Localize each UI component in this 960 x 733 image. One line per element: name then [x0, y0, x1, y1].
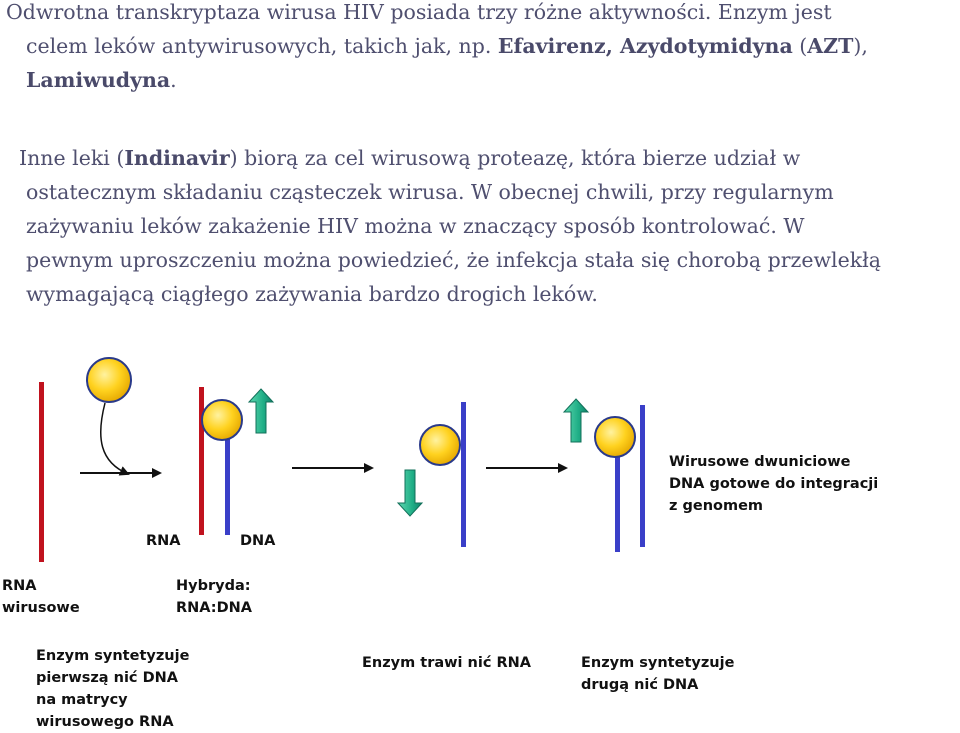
yellow-circle-icon — [595, 417, 635, 457]
label-rna-viral — [2, 575, 80, 619]
stage-dsdna — [564, 399, 645, 552]
enzyme-path-curve — [101, 403, 128, 474]
stage-hybrid — [199, 387, 273, 535]
label-final-dsdna — [669, 451, 878, 517]
label-enzyme1-line-3: na matrycy — [36, 692, 128, 708]
label-rna-viral-line-2: wirusowe — [2, 600, 80, 616]
intro-line-1: Odwrotna transkryptaza wirusa HIV posiada trzy różne aktywności. Enzym jest — [6, 0, 832, 24]
label-final-line-3: z genomem — [669, 498, 764, 514]
dna-strand-3 — [461, 402, 466, 547]
intro-line-2: celem leków antywirusowych, takich jak, np. — [26, 34, 498, 58]
text-post: ) biorą za cel wirusową proteazę, która bierze udział w — [229, 146, 801, 170]
drug-lamiwudyna: Lamiwudyna — [26, 68, 171, 92]
label-final-line-2: DNA gotowe do integracji — [669, 476, 879, 492]
label-hybrid — [176, 575, 252, 619]
label-enzyme-second-strand — [581, 652, 734, 696]
yellow-circle-icon — [420, 425, 460, 465]
yellow-circle-icon — [87, 358, 131, 402]
drug-indinavir: Indinavir — [124, 146, 230, 170]
protease-line-5: wymagającą ciągłego zażywania bardzo drogich leków. — [26, 282, 598, 306]
stage-rna-degradation — [398, 402, 466, 547]
label-enzyme1-line-2: pierwszą nić DNA — [36, 670, 178, 686]
drug-azt: AZT — [807, 34, 854, 58]
label-final-line-1: Wirusowe dwuniciowe — [669, 454, 851, 470]
dna-strand-2 — [225, 425, 230, 535]
rna-strand-2 — [199, 387, 204, 535]
paren-close: ), — [853, 34, 868, 58]
dna-strand-4b — [640, 405, 645, 547]
label-enzyme3-line-2: drugą nić DNA — [581, 677, 699, 693]
label-enzyme1-line-4: wirusowego RNA — [36, 714, 174, 730]
green-up-arrow-icon — [564, 399, 588, 442]
yellow-circle-icon — [202, 400, 242, 440]
label-dna: DNA — [240, 533, 276, 549]
protease-line-2: ostatecznym składaniu cząsteczek wirusa. W obecnej chwili, przy regularnym — [26, 180, 834, 204]
protease-line-3: zażywaniu leków zakażenie HIV można w znaczący sposób kontrolować. W — [26, 214, 805, 238]
label-enzyme-digest-rna: Enzym trawi nić RNA — [362, 655, 532, 671]
paren-open: ( — [792, 34, 808, 58]
label-rna-viral-line-1: RNA — [2, 578, 37, 594]
protease-line-4: pewnym uproszczeniu można powiedzieć, że infekcja stała się chorobą przewlekłą — [26, 248, 881, 272]
green-up-arrow-icon — [249, 389, 273, 433]
label-hybrid-line-2: RNA:DNA — [176, 600, 252, 616]
rna-strand-1 — [39, 382, 44, 562]
label-enzyme1-line-1: Enzym syntetyzuje — [36, 648, 190, 664]
label-hybrid-line-1: Hybryda: — [176, 578, 251, 594]
label-enzyme3-line-1: Enzym syntetyzuje — [581, 655, 735, 671]
label-enzyme-first-strand — [36, 645, 189, 733]
green-down-arrow-icon — [398, 470, 422, 516]
drug-names: Efavirenz, Azydotymidyna — [497, 34, 793, 58]
text-pre: Inne leki ( — [19, 146, 125, 170]
period: . — [170, 68, 177, 92]
label-rna: RNA — [146, 533, 181, 549]
stage-viral-rna — [39, 358, 131, 562]
